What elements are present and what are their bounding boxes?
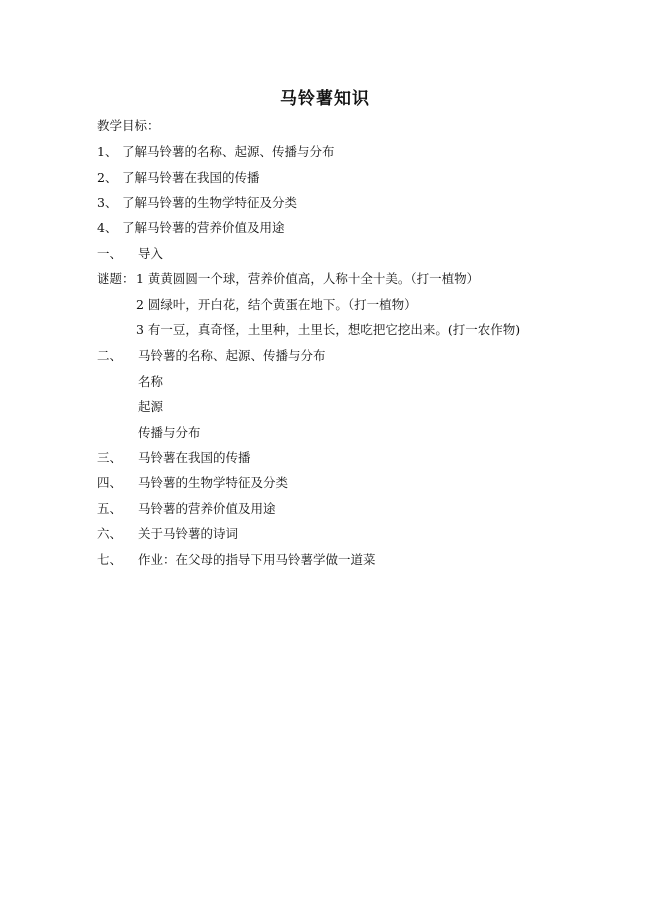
riddle-3: 3 有一豆，真奇怪，土里种，土里长，想吃把它挖出来。(打一农作物) [136,322,521,337]
goal-text: 了解马铃薯的营养价值及用途 [122,220,285,235]
section-text: 马铃薯的营养价值及用途 [138,501,276,516]
section-6 [97,526,238,542]
section-1 [97,246,163,262]
riddle-label: 谜题： [97,271,135,286]
goal-text: 了解马铃薯在我国的传播 [122,170,260,185]
subsection-name: 名称 [138,374,164,389]
section-text: 关于马铃薯的诗词 [138,526,239,541]
goal-number: 4、 [97,220,118,235]
section-text: 导入 [138,246,164,261]
section-4 [97,475,288,491]
goal-number: 1、 [97,144,118,159]
subsection-origin: 起源 [138,399,164,414]
section-number: 三、 [97,450,123,465]
goals-heading: 教学目标： [97,118,160,133]
section-number: 四、 [97,475,123,490]
goal-text: 了解马铃薯的生物学特征及分类 [122,195,298,210]
section-number: 二、 [97,348,123,363]
section-number: 六、 [97,526,123,541]
section-3 [97,450,251,466]
section-number: 五、 [97,501,123,516]
subsection-spread: 传播与分布 [138,425,201,440]
section-7 [97,552,376,568]
goal-item-4 [97,220,285,236]
section-number: 一、 [97,246,123,261]
goal-text: 了解马铃薯的名称、起源、传播与分布 [122,144,335,159]
goal-item-1 [97,144,335,160]
goal-item-2 [97,170,260,186]
section-2 [97,348,326,364]
page-title: 马铃薯知识 [280,89,370,109]
riddle-1 [97,271,479,287]
section-number: 七、 [97,552,123,567]
section-text: 作业：在父母的指导下用马铃薯学做一道菜 [138,552,376,567]
goal-number: 2、 [97,170,118,185]
goal-item-3 [97,195,297,211]
section-text: 马铃薯的名称、起源、传播与分布 [138,348,326,363]
section-text: 马铃薯的生物学特征及分类 [138,475,289,490]
section-text: 马铃薯在我国的传播 [138,450,251,465]
riddle-text: 1 黄黄圆圆一个球，营养价值高，人称十全十美。（打一植物） [136,271,480,286]
goal-number: 3、 [97,195,118,210]
section-5 [97,501,276,517]
riddle-2: 2 圆绿叶，开白花，结个黄蛋在地下。（打一植物） [136,297,417,312]
